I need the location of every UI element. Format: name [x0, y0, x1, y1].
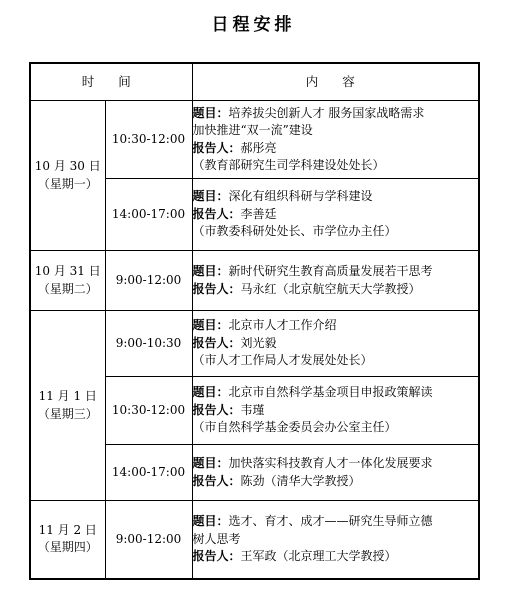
weekday-text: （星期一） — [37, 176, 98, 191]
weekday-text: （星期二） — [37, 281, 98, 296]
speaker-label: 报告人： — [192, 473, 241, 488]
speaker-name: 刘光毅 — [240, 335, 277, 350]
speaker-label: 报告人： — [192, 140, 241, 155]
topic-text: 北京市自然科学基金项目申报政策解读 — [228, 385, 433, 400]
topic-label: 题目： — [192, 189, 229, 204]
speaker-name: 李善廷 — [240, 206, 277, 221]
topic-text: 深化有组织科研与学科建设 — [228, 189, 373, 204]
time-cell: 14:00-17:00 — [105, 445, 192, 501]
topic-label: 题目： — [192, 385, 229, 400]
speaker-name: 韦瑾 — [240, 402, 265, 417]
topic-label: 题目： — [192, 264, 229, 278]
speaker-name: 郝彤亮 — [240, 140, 277, 155]
speaker-name: 陈劲（清华大学教授） — [240, 473, 361, 488]
table-row — [30, 101, 479, 179]
speaker-label: 报告人： — [192, 206, 241, 221]
page-title: 日程安排 — [211, 15, 296, 35]
speaker-label: 报告人： — [192, 549, 241, 563]
speaker-affiliation: （市教委科研处处长、市学位办主任） — [192, 224, 397, 239]
time-cell: 9:00-12:00 — [105, 251, 192, 311]
speaker-label: 报告人： — [192, 335, 241, 350]
header-time: 时 间 — [30, 63, 192, 101]
time-cell: 9:00-10:30 — [105, 311, 192, 377]
content-cell — [192, 377, 479, 445]
date-text: 11 月 2 日 — [38, 522, 97, 537]
speaker-affiliation: （教育部研究生司学科建设处处长） — [192, 158, 385, 172]
content-cell — [192, 179, 479, 251]
time-cell: 10:30-12:00 — [105, 377, 192, 445]
table-header-row — [30, 63, 479, 101]
speaker-label: 报告人： — [192, 402, 241, 417]
topic-text: 加快落实科技教育人才一体化发展要求 — [228, 456, 433, 470]
table-row — [30, 501, 479, 579]
date-text: 10 月 30 日 — [34, 159, 101, 173]
content-cell — [192, 251, 479, 311]
topic-text-continued: 加快推进“双一流”建设 — [192, 123, 313, 137]
content-cell — [192, 445, 479, 501]
content-cell — [192, 501, 479, 579]
content-cell — [192, 101, 479, 179]
topic-label: 题目： — [192, 456, 229, 470]
table-row — [30, 311, 479, 377]
topic-text: 新时代研究生教育高质量发展若干思考 — [228, 264, 433, 278]
date-cell — [30, 251, 105, 311]
topic-label: 题目： — [192, 318, 229, 333]
speaker-affiliation: （市自然科学基金委员会办公室主任） — [192, 420, 397, 435]
schedule-table — [29, 62, 480, 580]
time-cell: 14:00-17:00 — [105, 179, 192, 251]
topic-label: 题目： — [192, 105, 229, 120]
date-cell — [30, 311, 105, 501]
date-text: 10 月 31 日 — [34, 264, 101, 278]
weekday-text: （星期三） — [37, 406, 98, 421]
date-text: 11 月 1 日 — [38, 389, 97, 403]
topic-text-continued: 树人思考 — [192, 531, 241, 546]
date-cell — [30, 101, 105, 251]
topic-text: 选才、育才、成才——研究生导师立德 — [228, 514, 433, 528]
time-cell: 10:30-12:00 — [105, 101, 192, 179]
time-cell: 9:00-12:00 — [105, 501, 192, 579]
speaker-name: 王军政（北京理工大学教授） — [240, 549, 397, 563]
topic-label: 题目： — [192, 514, 229, 528]
header-content: 内 容 — [192, 63, 479, 101]
speaker-label: 报告人： — [192, 281, 241, 296]
date-cell — [30, 501, 105, 579]
content-cell — [192, 311, 479, 377]
weekday-text: （星期四） — [37, 540, 98, 555]
topic-text: 培养拔尖创新人才 服务国家战略需求 — [228, 105, 425, 120]
table-row — [30, 251, 479, 311]
topic-text: 北京市人才工作介绍 — [228, 318, 337, 333]
speaker-affiliation: （市人才工作局人才发展处处长） — [192, 353, 373, 368]
speaker-name: 马永红（北京航空航天大学教授） — [240, 281, 421, 296]
